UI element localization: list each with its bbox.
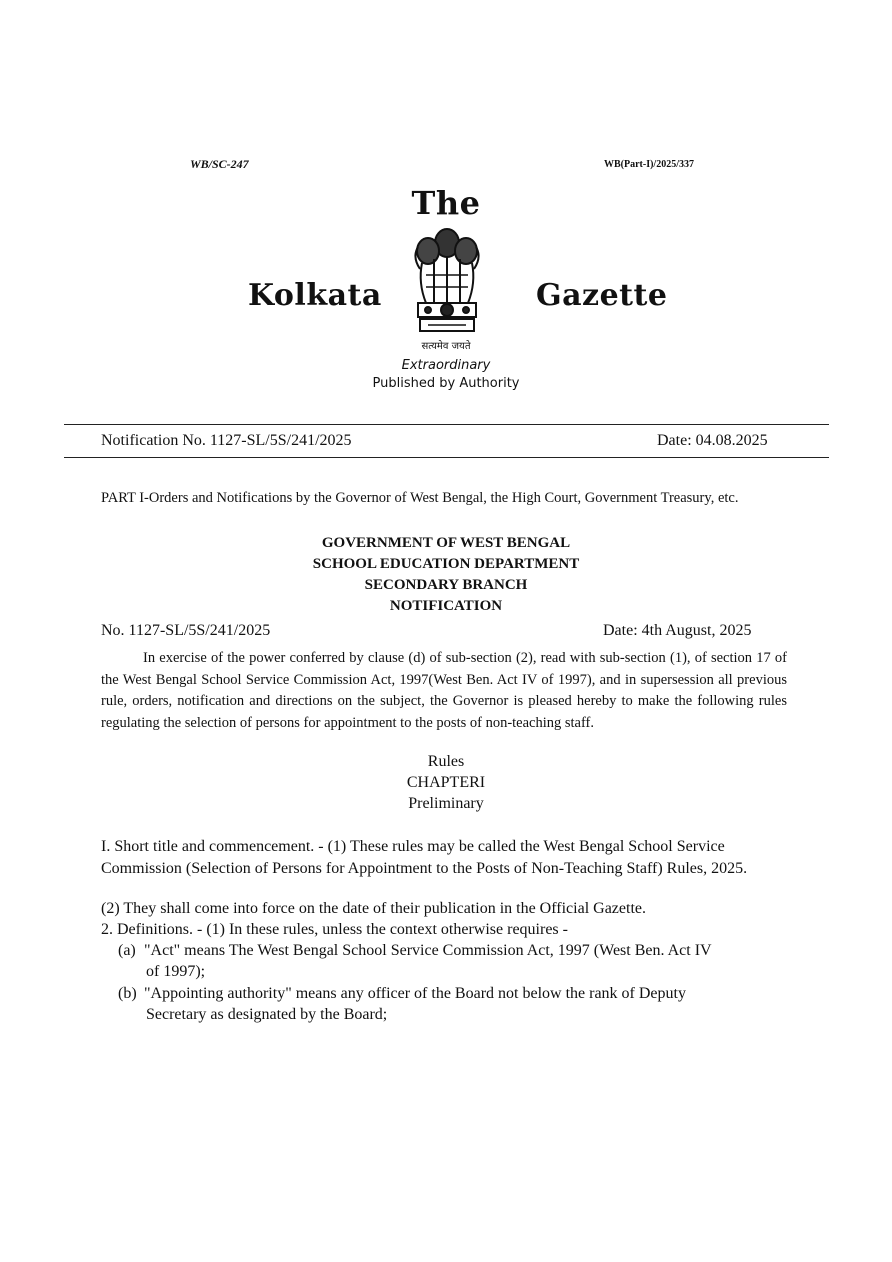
- dept-government: GOVERNMENT OF WEST BENGAL: [321, 535, 571, 551]
- chapter-heading: CHAPTERI: [406, 774, 486, 791]
- intro-text: In exercise of the power conferred by clause (d) of sub-section (2), read with sub-section (1), of section 17 of the West Bengal School Service Commission Act, 1997(West Ben. Act IV of 1997), and in supersession all previous rule, orders, notification and directions on the subject, the Governor is pleased hereby to make the following rules regulating the selection of persons for appointment to the posts of non-teaching staff.: [101, 650, 787, 731]
- dept-notification-heading: NOTIFICATION: [389, 598, 503, 614]
- emblem-motto: सत्यमेव जयते: [421, 341, 471, 352]
- clause-a-line2: of 1997);: [146, 963, 206, 980]
- notice-bar-date: Date: 04.08.2025: [657, 432, 768, 449]
- dept-secondary-branch: SECONDARY BRANCH: [364, 577, 528, 593]
- masthead-gazette: Gazette: [536, 278, 668, 313]
- clause-definitions: 2. Definitions. - (1) In these rules, unless the context otherwise requires -: [101, 921, 568, 938]
- clause-b-line1: "Appointing authority" means any officer of the Board not below the rank of Deputy: [144, 985, 686, 1002]
- gazette-right-code: WB(Part-I)/2025/337: [604, 159, 694, 170]
- clause-commencement: (2) They shall come into force on the date of their publication in the Official Gazette.: [101, 900, 646, 917]
- masthead-the: The: [411, 184, 481, 222]
- bottom-rule: [64, 457, 829, 458]
- published-by-authority: Published by Authority: [372, 376, 520, 391]
- preliminary-heading: Preliminary: [408, 795, 484, 812]
- clause-b-label: (b): [118, 985, 137, 1002]
- dept-school-education: SCHOOL EDUCATION DEPARTMENT: [312, 556, 580, 572]
- notice-bar-number: Notification No. 1127-SL/5S/241/2025: [101, 432, 352, 449]
- gazette-left-code: WB/SC-247: [190, 157, 249, 171]
- part-line: PART I-Orders and Notifications by the Governor of West Bengal, the High Court, Government Treasury, etc.: [101, 490, 739, 506]
- national-emblem-icon: [404, 225, 490, 337]
- clause-a-line1: "Act" means The West Bengal School Service Commission Act, 1997 (West Ben. Act IV: [144, 942, 712, 959]
- top-rule: [64, 424, 829, 425]
- ref-number: No. 1127-SL/5S/241/2025: [101, 622, 271, 639]
- ref-date: Date: 4th August, 2025: [603, 622, 752, 639]
- extraordinary-label: Extraordinary: [401, 358, 491, 373]
- clause-b-line2: Secretary as designated by the Board;: [146, 1006, 388, 1023]
- intro-paragraph: [101, 648, 787, 734]
- clause-short-title: I. Short title and commencement. - (1) These rules may be called the West Bengal School Service Commission (Selection of Persons for Appointment to the Posts of Non-Teaching Staff) Rules, 2025.: [101, 838, 748, 877]
- clause-a-label: (a): [118, 942, 136, 959]
- rules-heading: Rules: [427, 753, 465, 770]
- masthead-kolkata: Kolkata: [248, 278, 382, 313]
